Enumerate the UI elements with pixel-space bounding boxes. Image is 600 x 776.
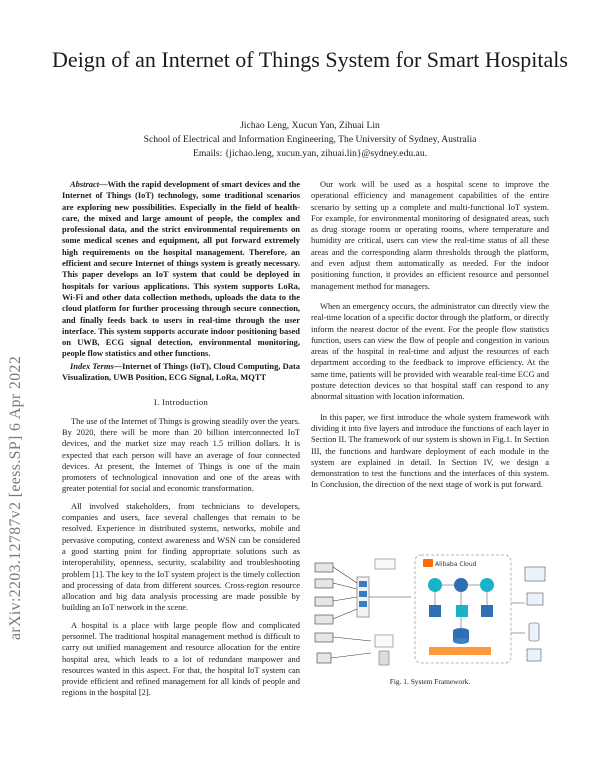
right-column [311,179,549,491]
right-paragraph-3: In this paper, we first introduce the whole system framework with dividing it into five layers and introduce the functions of each layer in Section II. The framework of our system is shown in Fig.1. In Section III, the functions and hardware deployment of each module in the system are explained in detail. In Section IV, we design a demonstration to test the functions and the interfaces of this system. In Conclusion, the direction of the next stage of work is put forward. [311,411,549,490]
index-terms-text: —Internet of Things (IoT), Cloud Computing, Data Visualization, UWB Position, ECG Signal, LoRa, MQTT [62,360,300,383]
sensor-links [331,567,411,658]
cloud-links [435,585,525,633]
paper-emails: Emails: {jichao.leng, xucun.yan, zihuai.lin}@sydney.edu.au. [192,148,428,159]
intro-paragraph-2: All involved stakeholders, from technicians to developers, companies and users, face several challenges that remain to be resolved. Experience in distributed systems, networks, mobile and pervasive computing, context awareness and WSN can be considered a good starting point for finding appropriate solutions such as interoperability, openness, security, scalability and troubleshooting problem [1]. The key to the IoT system project is the timely collection and processing of data from different sources. Cross-region resource allocation and big data analysis processing are made possible by building an IoT network in the scene. [62,500,300,613]
abstract [62,179,300,360]
abstract-lead: Abstract [70,179,100,189]
intro-paragraph-1: The use of the Internet of Things is growing steadily over the years. By 2020, there will be more than 20 billion interconnected IoT devices, and the market size may reach 1.5 trillion dollars. It is expected that each person will have an average of four connected devices. At present, the Internet of Things is one of the main promoters of technological innovation and one of the areas with greater potential for social and economic transformation. [62,415,300,494]
sensor-devices-icon [315,563,333,663]
paper-affiliation: School of Electrical and Information Engineering, The University of Sydney, Australia [143,134,477,145]
user-terminals-icon [525,567,545,661]
paper-title: Deign of an Internet of Things System for Smart Hospitals [52,47,568,72]
right-paragraph-2: When an emergency occurs, the administrator can directly view the real-time location of a specific doctor through the platform, or directly inform the nearest doctor of the event. For the people flow statistics function, users can view the flow of people and congestion in various areas of the hospital in real-time and adjust the resources of each department according to the feedback to improve efficiency. At the same time, patients will be provided with wearable real-time ECG and posture detection devices so that hospital staff can respond to any abnormal situation with location information. [311,300,549,402]
gateway-icon [357,577,369,617]
section-heading: I. Introduction [153,397,209,408]
index-terms [62,361,300,384]
paper-authors: Jichao Leng, Xucun Yan, Zihuai Lin [240,120,380,131]
cloud-logo-icon [423,559,477,568]
system-framework-figure [311,553,549,673]
right-paragraph-1: Our work will be used as a hospital scene to improve the operational efficiency and management capabilities of the entire scenario by setting up a complete and multi-functional IoT system. For example, for environmental monitoring of designated areas, such as drug storage rooms or operating rooms, where temperature and humidity are critical, users can view the real-time status of all these areas and the corresponding alarm thresholds through the platform, and even adjust them automatically as needed. For the indoor positioning function, it provides an efficient resource and personnel management method for managers. [311,179,549,291]
framework-diagram [311,553,549,673]
abstract-text: —With the rapid development of smart devices and the Internet of Things (IoT) technology, some traditional scenarios are exploring new possibilities. Especially in the field of health-care, the mixed and large amount of people, the complex and professional data, and the strict environmental requirements on some medical scenes and equipment, all put forward extremely high requirements on the hospital management. Therefore, an efficient and secure Internet of things system is greatly necessary. This paper develops an IoT system that could be deployed in hospitals for various applications. This system supports LoRa, Wi-Fi and other data collection methods, uploads the data to the cloud platform for further processing through secure connection, and finally feeds back to users in real-time through the user interface. This system supports accurate indoor positioning based on UWB, ECG signal detection, environmental monitoring, people flow statistics and other functions. [62,179,300,359]
cloud-label: Alibaba Cloud [435,561,477,568]
router-icon [375,559,395,665]
intro-paragraph-3: A hospital is a place with large people flow and complicated personnel. The traditional hospital management method is difficult to carry out unified management and resource allocation for the entire hospital area, which leads to a lot of redundant manpower and resources wasted in this aspect. For that, the hospital IoT system can provide efficient and refined management for all kinds of people and regions in the hospital [2]. [62,619,300,698]
figure-caption: Fig. 1. System Framework. [389,677,471,686]
index-terms-lead: Index Terms [70,360,114,371]
cloud-services-icon [428,578,494,655]
arxiv-identifier: arXiv:2203.12787v2 [eess.SP] 6 Apr 2022 [7,355,24,640]
left-column [62,179,300,699]
